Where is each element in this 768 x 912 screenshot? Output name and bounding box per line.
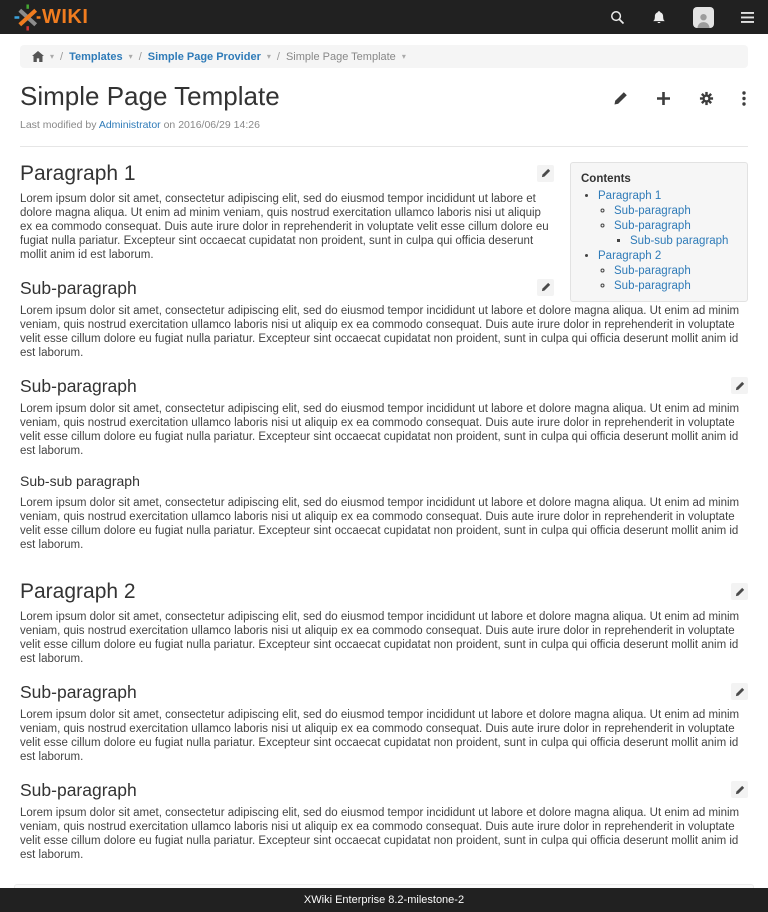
section-edit-pencil-icon[interactable] xyxy=(537,165,554,182)
section-paragraph: Lorem ipsum dolor sit amet, consectetur adipiscing elit, sed do eiusmod tempor incididunt ut labore et dolore magna aliqua. Ut enim ad minim veniam, quis nostrud exercitation ullamco laboris nisi ut aliquip ex ea commodo consequat. Duis aute irure dolor in reprehenderit in voluptate velit esse cillum dolore eu fugiat nulla pariatur. Excepteur sint occaecat cupidatat non proident, sunt in culpa qui officia deserunt mollit anim id est laborum. xyxy=(20,403,740,458)
toc-item xyxy=(598,249,737,294)
toc-item xyxy=(630,234,737,249)
breadcrumb-separator: / xyxy=(276,50,280,63)
section-heading-paragraph-1: Paragraph 1 xyxy=(20,162,748,185)
breadcrumb-separator: / xyxy=(60,50,64,63)
add-plus-icon[interactable] xyxy=(656,91,671,106)
contents-panel xyxy=(570,162,748,302)
avatar-person-icon xyxy=(693,7,714,28)
toc-link-sub-paragraph[interactable]: Sub-paragraph xyxy=(614,264,691,277)
user-avatar[interactable] xyxy=(693,7,714,28)
document-content xyxy=(20,162,748,862)
section-edit-pencil-icon[interactable] xyxy=(731,583,748,600)
xwiki-logo-text: WIKI xyxy=(42,6,89,28)
section-heading-sub-sub-paragraph: Sub-sub paragraph xyxy=(20,473,140,490)
toc-item xyxy=(614,279,737,294)
section-paragraph: Lorem ipsum dolor sit amet, consectetur adipiscing elit, sed do eiusmod tempor incididunt ut labore et dolore magna aliqua. Ut enim ad minim veniam, quis nostrud exercitation ullamco laboris nisi ut aliquip ex ea commodo consequat. Duis aute irure dolor in reprehenderit in voluptate velit esse cillum dolore eu fugiat nulla pariatur. Excepteur sint occaecat cupidatat non proident, sunt in culpa qui officia deserunt mollit anim id est laborum. xyxy=(20,807,740,862)
modified-date: on 2016/06/29 14:26 xyxy=(163,118,260,131)
breadcrumb xyxy=(20,45,748,68)
contents-heading: Contents xyxy=(581,172,631,185)
section-heading-sub-paragraph: Sub-paragraph xyxy=(20,376,748,396)
section-paragraph: Lorem ipsum dolor sit amet, consectetur adipiscing elit, sed do eiusmod tempor incididunt ut labore et dolore magna aliqua. Ut enim ad minim veniam, quis nostrud exercitation ullamco laboris nisi ut aliquip ex ea commodo consequat. Duis aute irure dolor in reprehenderit in voluptate velit esse cillum dolore eu fugiat nulla pariatur. Excepteur sint occaecat cupidatat non proident, sunt in culpa qui officia deserunt mollit anim id est laborum. xyxy=(20,709,740,764)
section-paragraph: Lorem ipsum dolor sit amet, consectetur adipiscing elit, sed do eiusmod tempor incididunt ut labore et dolore magna aliqua. Ut enim ad minim veniam, quis nostrud exercitation ullamco laboris nisi ut aliquip ex ea commodo consequat. Duis aute irure dolor in reprehenderit in voluptate velit esse cillum dolore eu fugiat nulla pariatur. Excepteur sint occaecat cupidatat non proident, sunt in culpa qui officia deserunt mollit anim id est laborum. xyxy=(20,192,549,261)
version-text: XWiki Enterprise 8.2-milestone-2 xyxy=(303,894,465,907)
section-heading-sub-paragraph: Sub-paragraph xyxy=(20,278,748,298)
xwiki-logo-x-icon xyxy=(14,4,41,31)
toc-link-paragraph-1[interactable]: Paragraph 1 xyxy=(598,189,662,202)
home-icon[interactable] xyxy=(32,51,44,62)
top-navbar xyxy=(0,0,768,34)
breadcrumb-link-templates[interactable]: Templates xyxy=(69,50,123,63)
bell-icon[interactable] xyxy=(652,10,666,25)
breadcrumb-link-simple-page-provider[interactable]: Simple Page Provider xyxy=(147,50,261,63)
section-paragraph: Lorem ipsum dolor sit amet, consectetur adipiscing elit, sed do eiusmod tempor incididunt ut labore et dolore magna aliqua. Ut enim ad minim veniam, quis nostrud exercitation ullamco laboris nisi ut aliquip ex ea commodo consequat. Duis aute irure dolor in reprehenderit in voluptate velit esse cillum dolore eu fugiat nulla pariatur. Excepteur sint occaecat cupidatat non proident, sunt in culpa qui officia deserunt mollit anim id est laborum. xyxy=(20,305,740,360)
section-edit-pencil-icon[interactable] xyxy=(731,377,748,394)
breadcrumb-current-page: Simple Page Template xyxy=(285,50,396,63)
modified-user-link[interactable]: Administrator xyxy=(98,118,161,131)
last-modified-line xyxy=(20,119,280,131)
toc-link-sub-paragraph[interactable]: Sub-paragraph xyxy=(614,204,691,217)
section-paragraph: Lorem ipsum dolor sit amet, consectetur adipiscing elit, sed do eiusmod tempor incididunt ut labore et dolore magna aliqua. Ut enim ad minim veniam, quis nostrud exercitation ullamco laboris nisi ut aliquip ex ea commodo consequat. Duis aute irure dolor in reprehenderit in voluptate velit esse cillum dolore eu fugiat nulla pariatur. Excepteur sint occaecat cupidatat non proident, sunt in culpa qui officia deserunt mollit anim id est laborum. xyxy=(20,497,740,552)
header-divider xyxy=(20,146,748,147)
section-edit-pencil-icon[interactable] xyxy=(731,781,748,798)
breadcrumb-home-caret-icon[interactable]: ▾ xyxy=(50,51,55,61)
toc-item xyxy=(614,219,737,249)
page-actions xyxy=(613,91,748,106)
toc-item xyxy=(614,204,737,219)
version-footer xyxy=(0,888,768,912)
page-header xyxy=(20,82,748,131)
modified-prefix: Last modified by xyxy=(20,118,97,131)
toc-item xyxy=(598,189,737,249)
toc-link-sub-paragraph[interactable]: Sub-paragraph xyxy=(614,219,691,232)
breadcrumb-caret-icon[interactable]: ▾ xyxy=(266,51,271,61)
page-title: Simple Page Template xyxy=(20,81,280,111)
toc-link-paragraph-2[interactable]: Paragraph 2 xyxy=(598,249,662,262)
toc-link-sub-sub-paragraph[interactable]: Sub-sub paragraph xyxy=(630,234,729,247)
settings-gear-icon[interactable] xyxy=(699,91,714,106)
section-heading-sub-paragraph: Sub-paragraph xyxy=(20,682,748,702)
hamburger-menu-icon[interactable] xyxy=(741,12,754,23)
toc-item xyxy=(614,264,737,279)
more-kebab-icon[interactable] xyxy=(742,91,746,106)
section-edit-pencil-icon[interactable] xyxy=(537,279,554,296)
edit-pencil-icon[interactable] xyxy=(613,91,628,106)
section-paragraph: Lorem ipsum dolor sit amet, consectetur adipiscing elit, sed do eiusmod tempor incididunt ut labore et dolore magna aliqua. Ut enim ad minim veniam, quis nostrud exercitation ullamco laboris nisi ut aliquip ex ea commodo consequat. Duis aute irure dolor in reprehenderit in voluptate velit esse cillum dolore eu fugiat nulla pariatur. Excepteur sint occaecat cupidatat non proident, sunt in culpa qui officia deserunt mollit anim id est laborum. xyxy=(20,611,740,666)
xwiki-logo[interactable] xyxy=(14,4,88,31)
section-heading-sub-paragraph: Sub-paragraph xyxy=(20,780,748,800)
search-icon[interactable] xyxy=(610,10,625,25)
section-heading-paragraph-2: Paragraph 2 xyxy=(20,580,748,603)
breadcrumb-separator: / xyxy=(138,50,142,63)
breadcrumb-caret-icon[interactable]: ▾ xyxy=(128,51,133,61)
breadcrumb-caret-icon[interactable]: ▾ xyxy=(401,51,406,61)
section-edit-pencil-icon[interactable] xyxy=(731,683,748,700)
toc-link-sub-paragraph[interactable]: Sub-paragraph xyxy=(614,279,691,292)
